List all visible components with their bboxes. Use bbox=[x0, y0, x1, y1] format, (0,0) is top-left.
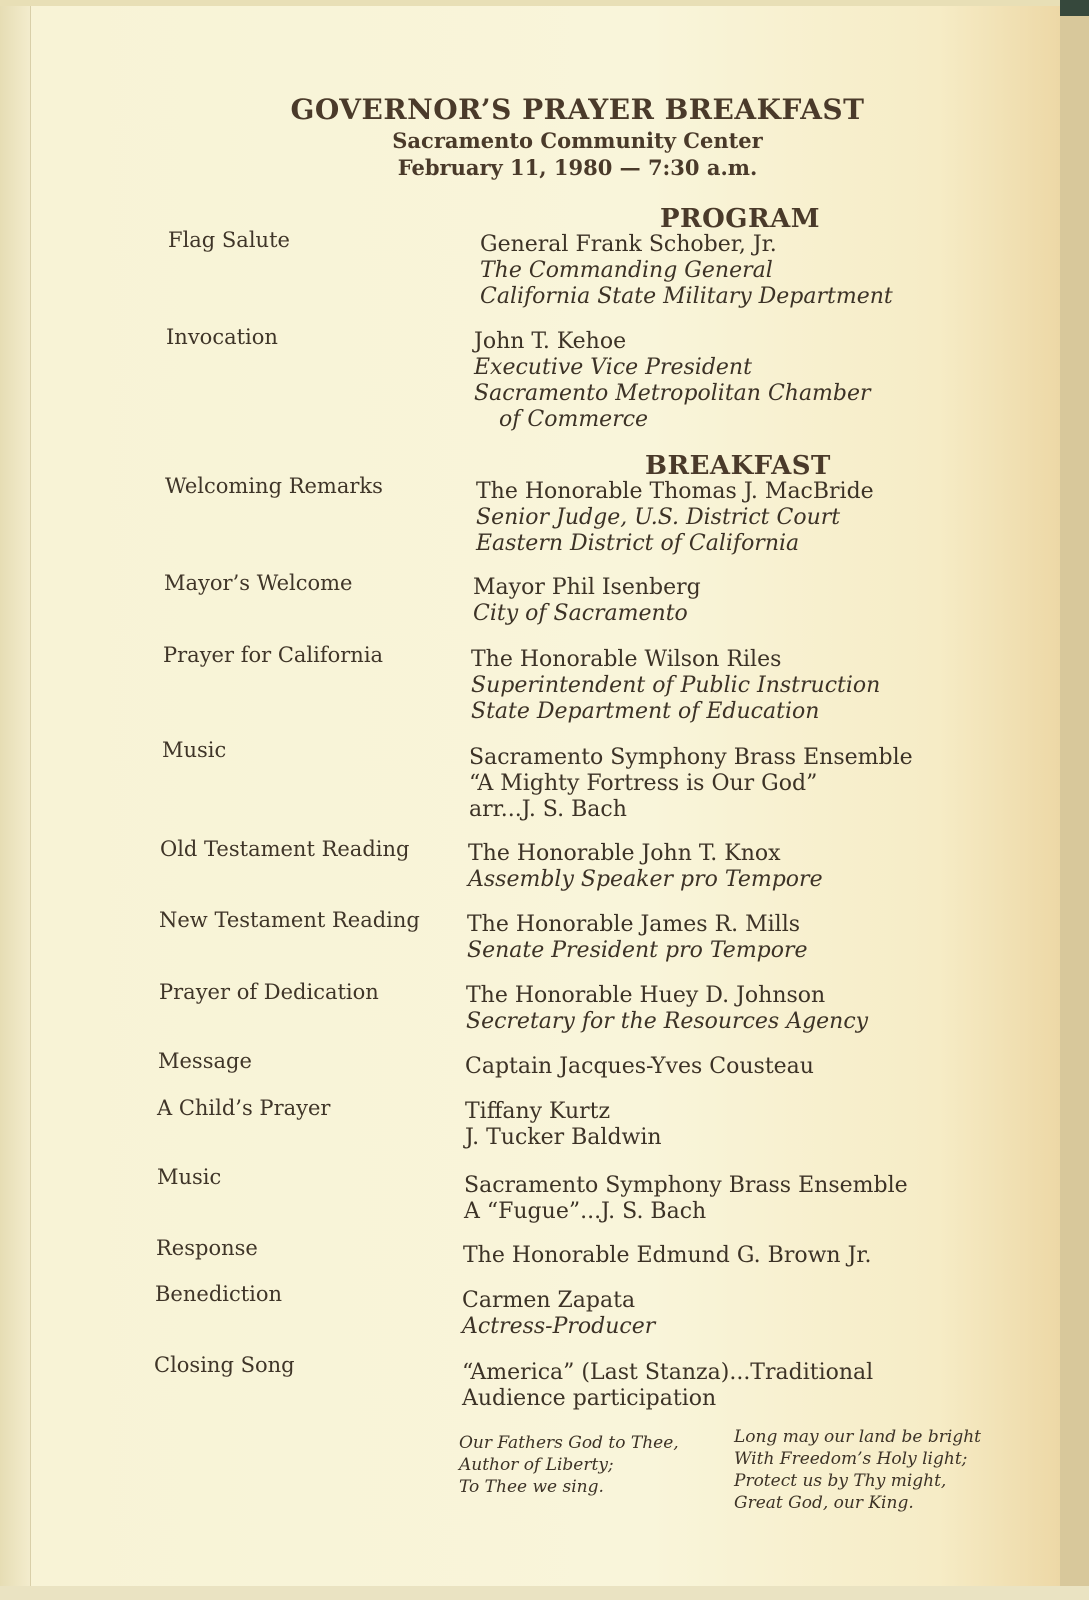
detail-line: Carmen Zapata bbox=[462, 1288, 636, 1313]
verse-line: With Freedom’s Holy light; bbox=[734, 1449, 968, 1469]
item-label-music: Music bbox=[162, 738, 227, 762]
event-date: February 11, 1980 — 7:30 a.m. bbox=[397, 155, 758, 180]
item-label-new-testament-reading: New Testament Reading bbox=[159, 908, 420, 932]
item-label-closing-song: Closing Song bbox=[154, 1353, 295, 1377]
detail-line: Mayor Phil Isenberg bbox=[473, 575, 701, 600]
detail-line: John T. Kehoe bbox=[474, 329, 627, 354]
detail-line: The Honorable Thomas J. MacBride bbox=[476, 479, 874, 504]
item-detail-prayer-for-california bbox=[471, 647, 880, 725]
detail-line: Captain Jacques-Yves Cousteau bbox=[465, 1054, 814, 1079]
detail-line: Sacramento Symphony Brass Ensemble bbox=[469, 745, 913, 770]
detail-line: Executive Vice President bbox=[474, 355, 752, 380]
verse-line: Our Fathers God to Thee, bbox=[459, 1433, 679, 1453]
item-detail-response bbox=[463, 1243, 872, 1269]
verse-line: Author of Liberty; bbox=[459, 1455, 614, 1475]
item-detail-flag-salute bbox=[480, 232, 893, 310]
item-label-message: Message bbox=[158, 1049, 252, 1073]
detail-line: The Honorable Wilson Riles bbox=[471, 647, 782, 672]
detail-line: Senior Judge, U.S. District Court bbox=[476, 505, 841, 530]
detail-line: Sacramento Symphony Brass Ensemble bbox=[464, 1173, 908, 1198]
item-label-prayer-of-dedication: Prayer of Dedication bbox=[159, 980, 379, 1004]
detail-line: California State Military Department bbox=[480, 284, 893, 309]
item-label-welcoming-remarks: Welcoming Remarks bbox=[165, 474, 383, 498]
item-detail-prayer-of-dedication bbox=[466, 983, 868, 1035]
item-label-old-testament-reading: Old Testament Reading bbox=[160, 837, 410, 861]
detail-line: “A Mighty Fortress is Our God” bbox=[469, 771, 818, 796]
item-detail-old-testament-reading bbox=[468, 841, 823, 893]
detail-line: Eastern District of California bbox=[476, 531, 800, 556]
item-label-prayer-for-california: Prayer for California bbox=[163, 643, 384, 667]
binding-spine bbox=[0, 0, 30, 1600]
bottom-edge bbox=[0, 1586, 1089, 1600]
breakfast-heading: BREAKFAST bbox=[645, 451, 831, 481]
detail-line: J. Tucker Baldwin bbox=[465, 1125, 662, 1150]
detail-line: Senate President pro Tempore bbox=[467, 938, 808, 963]
item-detail-mayors-welcome bbox=[473, 575, 701, 627]
item-label-music-2: Music bbox=[157, 1165, 222, 1189]
detail-line: The Commanding General bbox=[480, 258, 773, 283]
detail-line: City of Sacramento bbox=[473, 601, 688, 626]
verse-line: Long may our land be bright bbox=[734, 1427, 981, 1447]
item-detail-invocation bbox=[474, 329, 871, 433]
detail-line: A “Fugue”...J. S. Bach bbox=[464, 1199, 707, 1224]
item-detail-benediction bbox=[462, 1288, 655, 1340]
detail-line: The Honorable Huey D. Johnson bbox=[466, 983, 826, 1008]
item-detail-message bbox=[465, 1054, 814, 1080]
event-venue: Sacramento Community Center bbox=[392, 128, 763, 153]
detail-line: State Department of Education bbox=[471, 699, 820, 724]
item-label-benediction: Benediction bbox=[155, 1282, 283, 1306]
detail-line: Secretary for the Resources Agency bbox=[466, 1009, 869, 1034]
item-detail-music bbox=[469, 745, 913, 823]
item-detail-closing-song bbox=[462, 1360, 873, 1412]
corner-shadow bbox=[1060, 0, 1089, 16]
verse-line: To Thee we sing. bbox=[459, 1477, 604, 1497]
item-label-childs-prayer: A Child’s Prayer bbox=[157, 1096, 331, 1120]
event-title: GOVERNOR’S PRAYER BREAKFAST bbox=[290, 93, 865, 126]
verse-right bbox=[734, 1426, 981, 1514]
item-detail-music-2 bbox=[464, 1173, 908, 1225]
verse-line: Protect us by Thy might, bbox=[734, 1471, 947, 1491]
detail-line: The Honorable James R. Mills bbox=[467, 912, 801, 937]
item-label-invocation: Invocation bbox=[166, 325, 278, 349]
detail-line: “America” (Last Stanza)...Traditional bbox=[462, 1360, 874, 1385]
detail-line: Tiffany Kurtz bbox=[465, 1099, 611, 1124]
header bbox=[0, 93, 1089, 181]
verse-left bbox=[459, 1432, 679, 1498]
verse-line: Great God, our King. bbox=[734, 1493, 914, 1513]
item-label-response: Response bbox=[156, 1236, 258, 1260]
item-detail-childs-prayer bbox=[465, 1099, 662, 1151]
detail-line: Audience participation bbox=[462, 1386, 717, 1411]
detail-line: General Frank Schober, Jr. bbox=[480, 232, 777, 257]
detail-line: arr...J. S. Bach bbox=[469, 797, 627, 822]
right-edge bbox=[1060, 0, 1089, 1600]
program-heading: PROGRAM bbox=[660, 204, 821, 234]
detail-line: Actress-Producer bbox=[462, 1314, 656, 1339]
item-label-flag-salute: Flag Salute bbox=[168, 228, 290, 252]
item-label-mayors-welcome: Mayor’s Welcome bbox=[164, 571, 353, 595]
detail-line: Superintendent of Public Instruction bbox=[471, 673, 881, 698]
detail-line: The Honorable Edmund G. Brown Jr. bbox=[463, 1243, 872, 1268]
item-detail-new-testament-reading bbox=[467, 912, 808, 964]
detail-line: of Commerce bbox=[499, 407, 649, 432]
item-detail-welcoming-remarks bbox=[476, 479, 874, 557]
detail-line: Assembly Speaker pro Tempore bbox=[468, 867, 823, 892]
detail-line: The Honorable John T. Knox bbox=[468, 841, 781, 866]
detail-line: Sacramento Metropolitan Chamber bbox=[474, 381, 871, 406]
